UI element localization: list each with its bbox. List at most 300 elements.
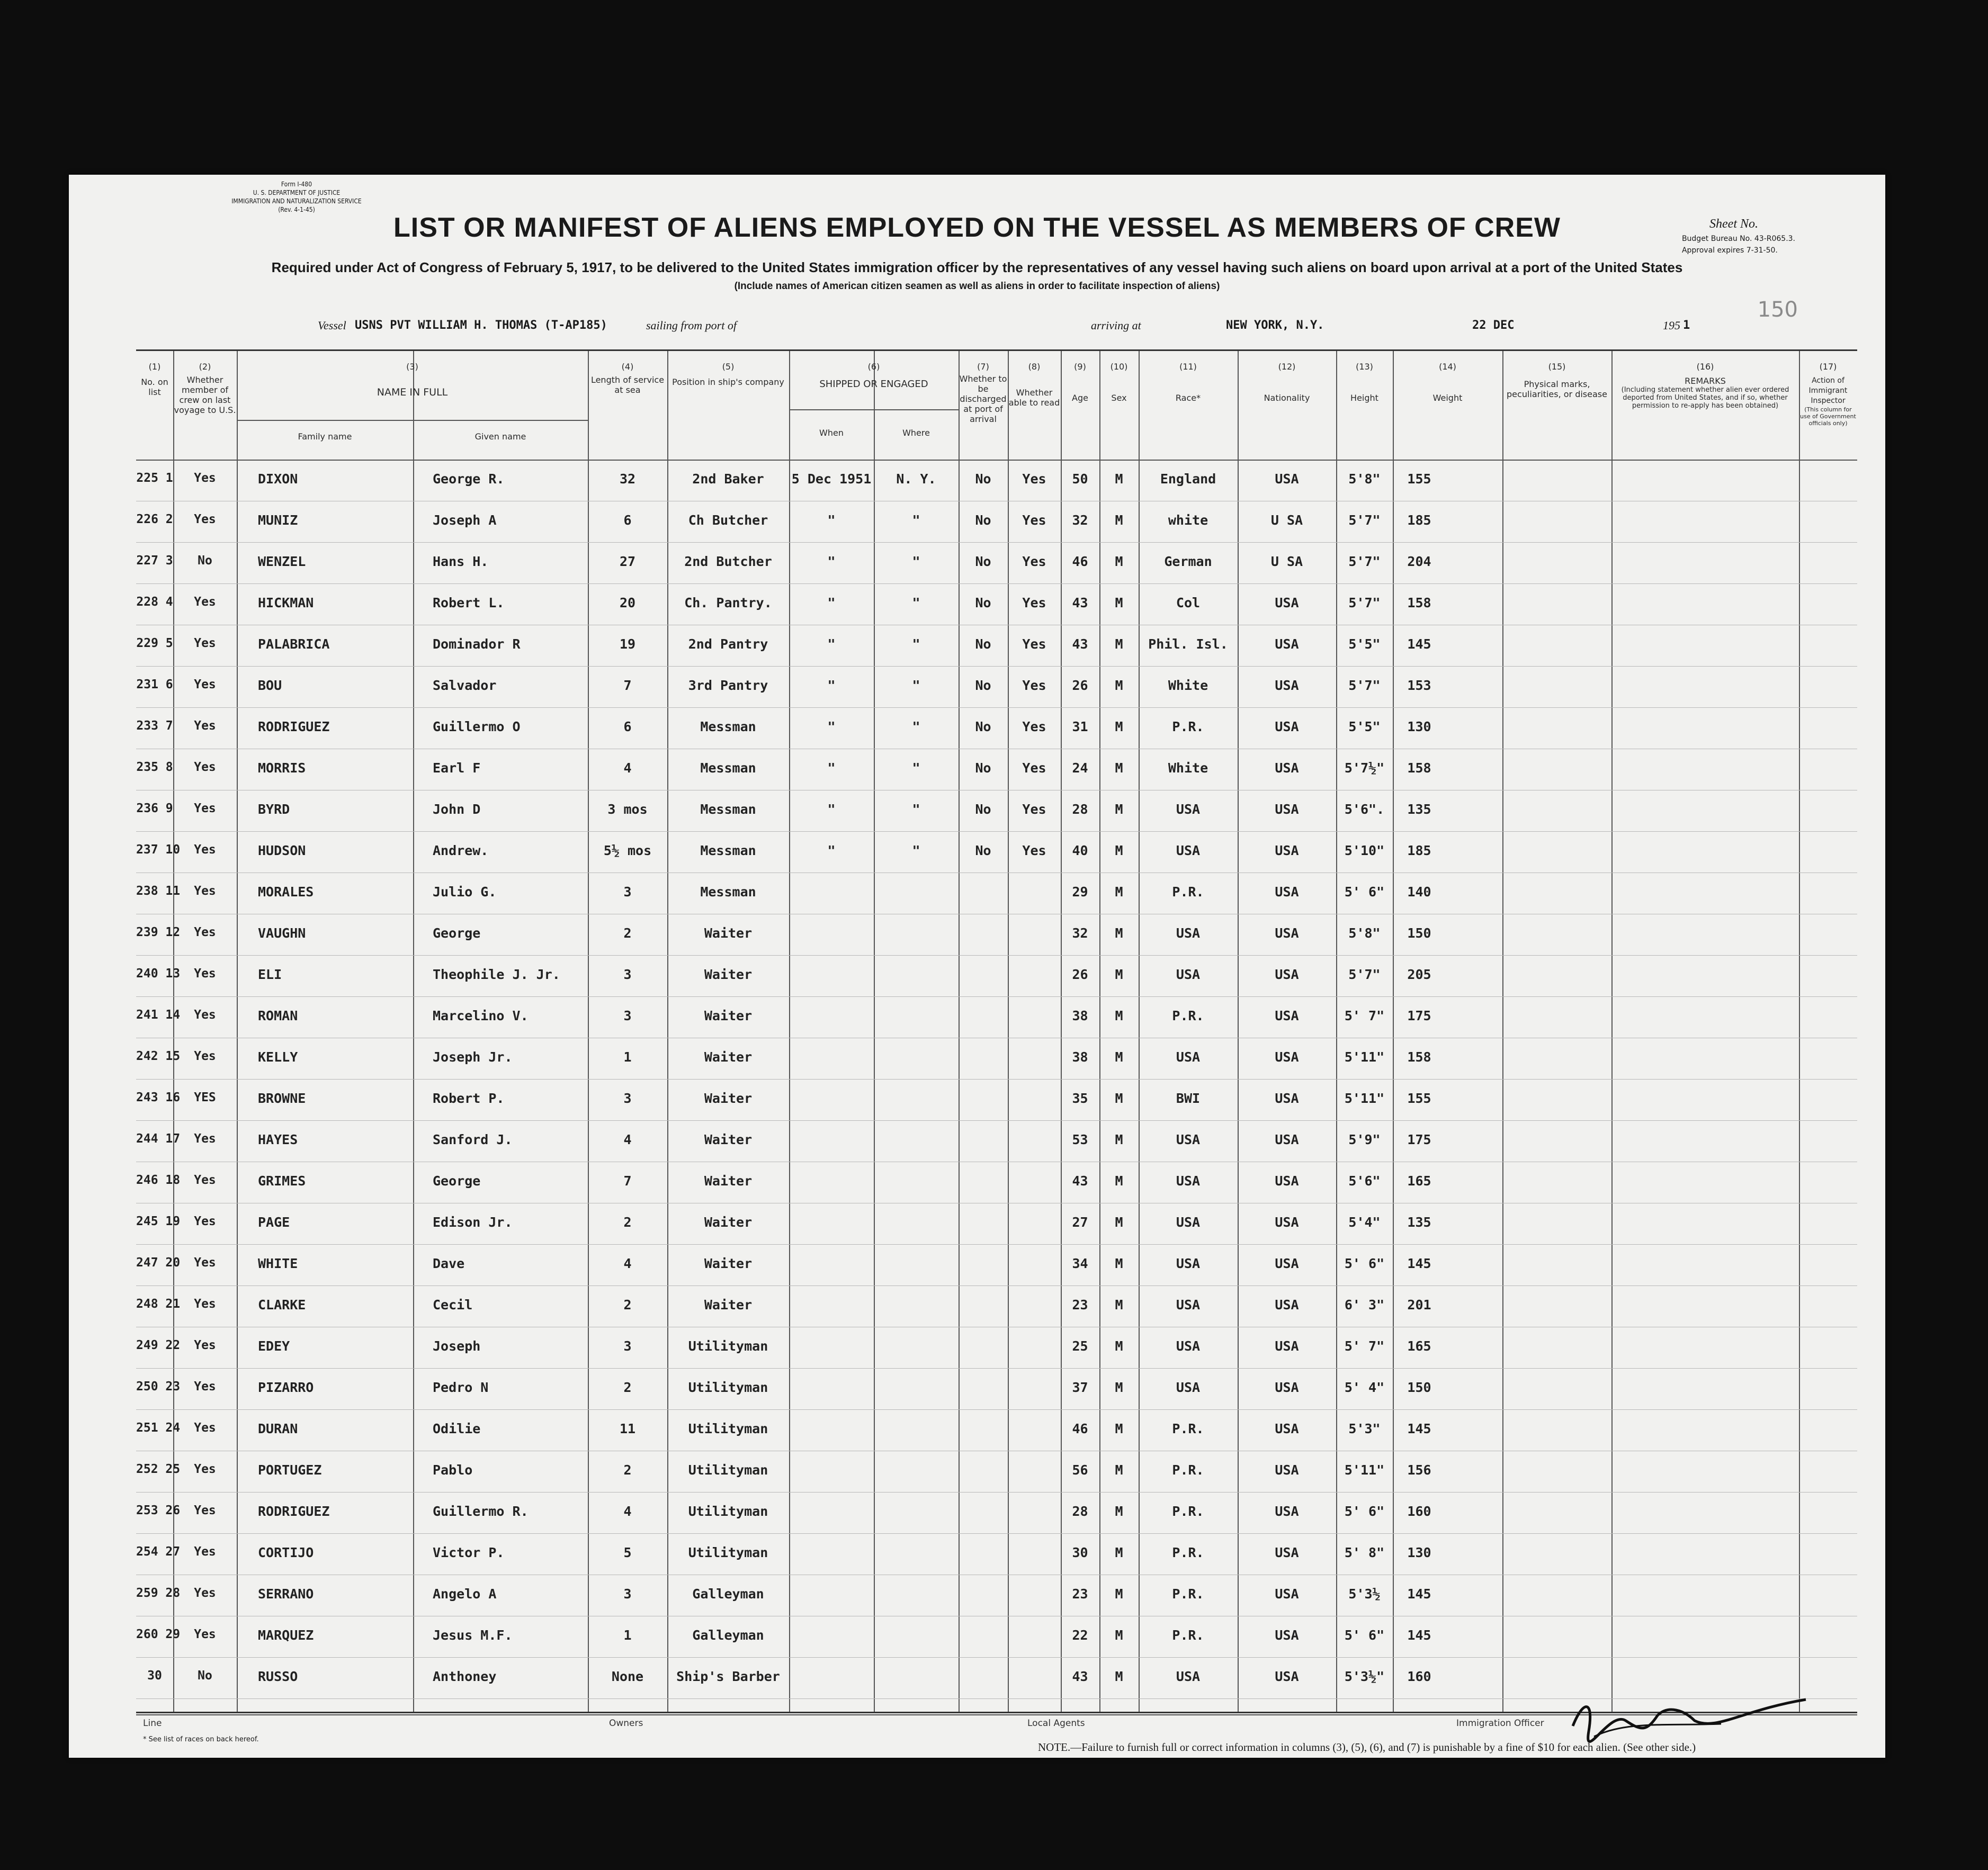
cell-family: BROWNE (258, 1091, 306, 1106)
cell-service: 2 (623, 925, 632, 941)
cell-read: Yes (1022, 513, 1046, 528)
cell-family: ELI (258, 967, 282, 982)
cell-sex: M (1115, 554, 1123, 569)
cell-crew: Yes (194, 1504, 216, 1517)
cell-position: Messman (700, 884, 756, 900)
cell-read: Yes (1022, 595, 1046, 610)
cell-nat: USA (1275, 1091, 1299, 1106)
cell-position: Waiter (704, 925, 753, 941)
form-identifier (191, 180, 402, 214)
cell-family: DIXON (258, 471, 298, 487)
cell-service: 27 (619, 554, 636, 569)
cell-sex: M (1115, 1462, 1123, 1478)
cell-weight: 160 (1407, 1669, 1431, 1684)
cell-where: " (912, 802, 920, 817)
cell-race: Phil. Isl. (1148, 636, 1228, 652)
cell-weight: 158 (1407, 595, 1431, 610)
cell-nat: U SA (1270, 513, 1303, 528)
cell-race: P.R. (1172, 1008, 1204, 1023)
cell-position: Utilityman (688, 1545, 768, 1560)
cell-given: Hans H. (433, 554, 489, 569)
vessel-label: Vessel (318, 319, 346, 332)
cell-no: 225 1 (136, 471, 173, 485)
cell-race: USA (1176, 843, 1201, 858)
cell-weight: 153 (1407, 678, 1431, 693)
col-16-number: (16) (1696, 362, 1714, 372)
cell-age: 50 (1072, 471, 1088, 487)
cell-crew: Yes (194, 1256, 216, 1270)
cell-position: Ch Butcher (688, 513, 768, 528)
cell-age: 35 (1072, 1091, 1088, 1106)
cell-race: P.R. (1172, 1504, 1204, 1519)
cell-race: white (1168, 513, 1208, 528)
cell-service: 4 (623, 1504, 632, 1519)
cell-discharge: No (975, 719, 991, 734)
cell-sex: M (1115, 1091, 1123, 1106)
cell-race: USA (1176, 967, 1201, 982)
cell-weight: 185 (1407, 513, 1431, 528)
cell-read: Yes (1022, 802, 1046, 817)
cell-nat: USA (1275, 925, 1299, 941)
cell-read: Yes (1022, 554, 1046, 569)
budget-bureau: Budget Bureau No. 43-R065.3. (1681, 235, 1795, 243)
cell-height: 5'7½" (1344, 760, 1385, 776)
cell-height: 5'7" (1348, 967, 1381, 982)
footer-officer: Immigration Officer (1456, 1718, 1544, 1729)
cell-weight: 158 (1407, 1049, 1431, 1065)
col-4-number: (4) (621, 362, 634, 372)
cell-where: " (912, 513, 920, 528)
cell-age: 34 (1072, 1256, 1088, 1271)
cell-position: 2nd Baker (692, 471, 764, 487)
cell-age: 31 (1072, 719, 1088, 734)
cell-nat: USA (1275, 760, 1299, 776)
cell-height: 6' 3" (1344, 1297, 1385, 1312)
cell-race: USA (1176, 925, 1201, 941)
col-12-number: (12) (1278, 362, 1296, 372)
cell-crew: Yes (194, 1380, 216, 1393)
penalty-note: NOTE.—Failure to furnish full or correct information in columns (3), (5), (6), and (7) is punishable by a fine of $10 for each alien. (See other side.) (1038, 1741, 1696, 1754)
cell-age: 43 (1072, 1173, 1088, 1189)
cell-sex: M (1115, 1173, 1123, 1189)
cell-crew: Yes (194, 636, 216, 650)
cell-position: Ch. Pantry. (684, 595, 772, 610)
cell-race: USA (1176, 1380, 1201, 1395)
sheet-number-label: Sheet No. (1709, 217, 1758, 231)
cell-position: Messman (700, 843, 756, 858)
cell-service: 7 (623, 678, 632, 693)
cell-where: " (912, 678, 920, 693)
cell-sex: M (1115, 678, 1123, 693)
cell-position: Ship's Barber (676, 1669, 780, 1684)
cell-nat: USA (1275, 1462, 1299, 1478)
cell-nat: USA (1275, 471, 1299, 487)
cell-position: 2nd Pantry (688, 636, 768, 652)
cell-given: Andrew. (433, 843, 489, 858)
cell-service: 3 (623, 884, 632, 900)
cell-no: 252 25 (136, 1462, 181, 1476)
cell-race: USA (1176, 1173, 1201, 1189)
cell-position: Waiter (704, 1008, 753, 1023)
cell-age: 53 (1072, 1132, 1088, 1147)
cell-age: 46 (1072, 554, 1088, 569)
cell-height: 5'9" (1348, 1132, 1381, 1147)
cell-height: 5'3½" (1344, 1669, 1385, 1684)
cell-given: Odilie (433, 1421, 481, 1436)
cell-given: Julio G. (433, 884, 497, 900)
cell-race: USA (1176, 1049, 1201, 1065)
cell-service: 11 (619, 1421, 636, 1436)
cell-family: CORTIJO (258, 1545, 314, 1560)
cell-family: PAGE (258, 1215, 290, 1230)
cell-nat: USA (1275, 719, 1299, 734)
cell-weight: 156 (1407, 1462, 1431, 1478)
cell-crew: Yes (194, 513, 216, 526)
cell-family: RODRIGUEZ (258, 719, 330, 734)
cell-given: Marcelino V. (433, 1008, 529, 1023)
col-7-title: Whether to be discharged at port of arrival (959, 374, 1007, 424)
cell-age: 29 (1072, 884, 1088, 900)
cell-sex: M (1115, 1421, 1123, 1436)
col-1-title: No. on list (141, 377, 168, 397)
col-16-title: REMARKS (1685, 376, 1726, 386)
vessel-line (318, 319, 1726, 338)
col-3-title: NAME IN FULL (377, 386, 448, 398)
cell-sex: M (1115, 802, 1123, 817)
cell-no: 236 9 (136, 802, 173, 815)
cell-position: Waiter (704, 1049, 753, 1065)
crew-table (136, 349, 1857, 1713)
cell-weight: 130 (1407, 719, 1431, 734)
cell-nat: USA (1275, 1049, 1299, 1065)
col-8-number: (8) (1028, 362, 1041, 372)
cell-sex: M (1115, 1628, 1123, 1643)
cell-height: 5'4" (1348, 1215, 1381, 1230)
cell-service: 2 (623, 1380, 632, 1395)
cell-height: 5'8" (1348, 471, 1381, 487)
cell-family: HICKMAN (258, 595, 314, 610)
cell-nat: USA (1275, 884, 1299, 900)
cell-service: 2 (623, 1462, 632, 1478)
cell-nat: USA (1275, 967, 1299, 982)
col-17-title: Action of Immigrant Inspector (1808, 376, 1848, 405)
cell-race: BWI (1176, 1091, 1201, 1106)
cell-sex: M (1115, 595, 1123, 610)
cell-nat: USA (1275, 843, 1299, 858)
cell-service: 4 (623, 760, 632, 776)
cell-given: Edison Jr. (433, 1215, 513, 1230)
cell-no: 253 26 (136, 1504, 181, 1517)
cell-when: " (827, 513, 836, 528)
cell-no: 229 5 (136, 636, 173, 650)
cell-family: MORALES (258, 884, 314, 900)
cell-race: White (1168, 760, 1208, 776)
cell-position: Waiter (704, 1091, 753, 1106)
form-number: Form I-480 (281, 181, 312, 188)
col-4-title: Length of service at sea (590, 375, 665, 395)
cell-weight: 175 (1407, 1132, 1431, 1147)
col-8-title: Whether able to read (1008, 388, 1060, 408)
budget-note (1682, 233, 1795, 256)
cell-crew: Yes (194, 1421, 216, 1435)
cell-nat: USA (1275, 1628, 1299, 1643)
cell-sex: M (1115, 1215, 1123, 1230)
cell-height: 5' 6" (1344, 884, 1385, 900)
col-5-title: Position in ship's company (672, 377, 784, 387)
cell-age: 22 (1072, 1628, 1088, 1643)
cell-height: 5' 4" (1344, 1380, 1385, 1395)
cell-given: Pablo (433, 1462, 473, 1478)
col-1-number: (1) (148, 362, 161, 372)
cell-weight: 185 (1407, 843, 1431, 858)
cell-position: Utilityman (688, 1504, 768, 1519)
cell-race: P.R. (1172, 1628, 1204, 1643)
cell-height: 5' 6" (1344, 1256, 1385, 1271)
col-16-note: (Including statement whether alien ever ordered deported from United States, and if so, whether permission to re-apply has been obtained) (1621, 386, 1789, 410)
cell-crew: Yes (194, 1173, 216, 1187)
col-17-note: (This column for use of Government officials only) (1800, 406, 1856, 427)
cell-no: 247 20 (136, 1256, 181, 1270)
cell-race: USA (1176, 1669, 1201, 1684)
cell-sex: M (1115, 1132, 1123, 1147)
cell-height: 5'5" (1348, 636, 1381, 652)
stamp-number: 150 (1757, 298, 1798, 322)
cell-weight: 135 (1407, 802, 1431, 817)
cell-read: Yes (1022, 719, 1046, 734)
cell-weight: 145 (1407, 1586, 1431, 1602)
cell-discharge: No (975, 802, 991, 817)
year-prefix: 195 (1663, 319, 1680, 332)
cell-sex: M (1115, 1338, 1123, 1354)
cell-age: 46 (1072, 1421, 1088, 1436)
cell-no: 240 13 (136, 967, 181, 981)
cell-family: SERRANO (258, 1586, 314, 1602)
cell-crew: Yes (194, 1545, 216, 1559)
cell-race: P.R. (1172, 1545, 1204, 1560)
cell-no: 259 28 (136, 1586, 181, 1600)
cell-nat: USA (1275, 678, 1299, 693)
cell-position: Waiter (704, 1215, 753, 1230)
cell-family: BYRD (258, 802, 290, 817)
cell-height: 5'3½ (1348, 1586, 1381, 1602)
cell-age: 30 (1072, 1545, 1088, 1560)
cell-service: 3 (623, 1338, 632, 1354)
cell-nat: USA (1275, 1008, 1299, 1023)
form-dept: U. S. DEPARTMENT OF JUSTICE (253, 189, 341, 196)
cell-family: WENZEL (258, 554, 306, 569)
cell-crew: Yes (194, 1586, 216, 1600)
cell-crew: Yes (194, 1338, 216, 1352)
cell-race: P.R. (1172, 719, 1204, 734)
cell-family: HUDSON (258, 843, 306, 858)
arriving-date: 22 DEC (1472, 319, 1515, 332)
cell-service: 20 (619, 595, 636, 610)
cell-service: 3 (623, 1091, 632, 1106)
cell-service: 2 (623, 1215, 632, 1230)
col-6a-when: When (819, 428, 844, 438)
cell-service: 1 (623, 1049, 632, 1065)
cell-weight: 145 (1407, 636, 1431, 652)
cell-given: Sanford J. (433, 1132, 513, 1147)
cell-race: USA (1176, 1132, 1201, 1147)
cell-given: John D (433, 802, 481, 817)
cell-no: 245 19 (136, 1215, 181, 1228)
cell-height: 5'7" (1348, 554, 1381, 569)
cell-position: Messman (700, 760, 756, 776)
cell-given: Victor P. (433, 1545, 505, 1560)
cell-no: 254 27 (136, 1545, 181, 1559)
cell-sex: M (1115, 1669, 1123, 1684)
cell-family: ROMAN (258, 1008, 298, 1023)
col-9-number: (9) (1074, 362, 1086, 372)
cell-service: 3 (623, 1586, 632, 1602)
cell-service: 5 (623, 1545, 632, 1560)
cell-no: 250 23 (136, 1380, 181, 1393)
cell-where: " (912, 760, 920, 776)
cell-age: 56 (1072, 1462, 1088, 1478)
cell-given: Joseph A (433, 513, 497, 528)
cell-given: Earl F (433, 760, 481, 776)
cell-sex: M (1115, 884, 1123, 900)
cell-age: 43 (1072, 636, 1088, 652)
cell-family: KELLY (258, 1049, 298, 1065)
cell-height: 5'7" (1348, 595, 1381, 610)
cell-family: RODRIGUEZ (258, 1504, 330, 1519)
col-5-number: (5) (722, 362, 735, 372)
col-15-title: Physical marks, peculiarities, or disease (1507, 379, 1607, 399)
cell-when: " (827, 636, 836, 652)
cell-nat: USA (1275, 595, 1299, 610)
cell-height: 5' 8" (1344, 1545, 1385, 1560)
col-12-title: Nationality (1264, 393, 1310, 403)
cell-no: 241 14 (136, 1008, 181, 1022)
cell-no: 239 12 (136, 925, 181, 939)
cell-crew: No (198, 554, 212, 568)
cell-discharge: No (975, 513, 991, 528)
cell-given: Pedro N (433, 1380, 489, 1395)
col-2-title: Whether member of crew on last voyage to U.S. (174, 375, 236, 415)
cell-read: Yes (1022, 636, 1046, 652)
cell-race: USA (1176, 1215, 1201, 1230)
cell-given: Dominador R (433, 636, 521, 652)
cell-service: 6 (623, 719, 632, 734)
cell-no: 233 7 (136, 719, 173, 733)
manifest-sheet (69, 175, 1885, 1758)
col-7-number: (7) (977, 362, 989, 372)
cell-crew: Yes (194, 1049, 216, 1063)
cell-given: Robert P. (433, 1091, 505, 1106)
cell-sex: M (1115, 1504, 1123, 1519)
cell-no: 251 24 (136, 1421, 181, 1435)
cell-when: " (827, 678, 836, 693)
col-11-number: (11) (1179, 362, 1197, 372)
cell-age: 28 (1072, 802, 1088, 817)
cell-age: 40 (1072, 843, 1088, 858)
cell-service: 6 (623, 513, 632, 528)
cell-discharge: No (975, 760, 991, 776)
cell-no: 30 (147, 1669, 162, 1683)
cell-height: 5'8" (1348, 925, 1381, 941)
cell-nat: USA (1275, 1256, 1299, 1271)
cell-given: George R. (433, 471, 505, 487)
cell-position: Galleyman (692, 1586, 764, 1602)
page-subtitle: Required under Act of Congress of February 5, 1917, to be delivered to the United States immigration officer by the representatives of any vessel having such aliens on board upon arrival at a port of the United States (271, 259, 1683, 275)
cell-position: Messman (700, 802, 756, 817)
cell-no: 226 2 (136, 513, 173, 526)
cell-crew: Yes (194, 843, 216, 857)
cell-no: 249 22 (136, 1338, 181, 1352)
cell-crew: Yes (194, 802, 216, 815)
cell-age: 27 (1072, 1215, 1088, 1230)
col-10-title: Sex (1111, 393, 1127, 403)
page-title: LIST OR MANIFEST OF ALIENS EMPLOYED ON THE VESSEL AS MEMBERS OF CREW (393, 212, 1561, 243)
cell-read: Yes (1022, 760, 1046, 776)
cell-age: 23 (1072, 1297, 1088, 1312)
cell-no: 227 3 (136, 554, 173, 568)
cell-given: Dave (433, 1256, 465, 1271)
cell-where: " (912, 636, 920, 652)
cell-family: CLARKE (258, 1297, 306, 1312)
sailing-label: sailing from port of (646, 319, 737, 332)
cell-age: 38 (1072, 1049, 1088, 1065)
cell-age: 24 (1072, 760, 1088, 776)
cell-given: Theophile J. Jr. (433, 967, 560, 982)
cell-weight: 150 (1407, 1380, 1431, 1395)
cell-height: 5'3" (1348, 1421, 1381, 1436)
cell-weight: 130 (1407, 1545, 1431, 1560)
cell-read: Yes (1022, 843, 1046, 858)
year-suffix: 1 (1683, 319, 1690, 332)
cell-family: DURAN (258, 1421, 298, 1436)
cell-crew: Yes (194, 760, 216, 774)
cell-age: 32 (1072, 925, 1088, 941)
col-13-number: (13) (1356, 362, 1373, 372)
cell-height: 5' 6" (1344, 1628, 1385, 1643)
col-3-number: (3) (406, 362, 418, 372)
cell-no: 260 29 (136, 1628, 181, 1641)
cell-sex: M (1115, 1297, 1123, 1312)
vessel-name: USNS PVT WILLIAM H. THOMAS (T-AP185) (355, 319, 607, 332)
cell-sex: M (1115, 471, 1123, 487)
col-6b-where: Where (902, 428, 930, 438)
cell-given: George (433, 925, 481, 941)
cell-nat: USA (1275, 1669, 1299, 1684)
cell-weight: 135 (1407, 1215, 1431, 1230)
cell-crew: Yes (194, 1628, 216, 1641)
cell-crew: Yes (194, 884, 216, 898)
cell-family: PIZARRO (258, 1380, 314, 1395)
cell-race: White (1168, 678, 1208, 693)
cell-service: 2 (623, 1297, 632, 1312)
cell-age: 26 (1072, 678, 1088, 693)
cell-sex: M (1115, 967, 1123, 982)
cell-crew: Yes (194, 1215, 216, 1228)
cell-position: 3rd Pantry (688, 678, 768, 693)
col-6-number: (6) (867, 362, 880, 372)
arriving-port: NEW YORK, N.Y. (1226, 319, 1324, 332)
cell-service: 7 (623, 1173, 632, 1189)
cell-race: USA (1176, 1297, 1201, 1312)
cell-nat: USA (1275, 1421, 1299, 1436)
cell-given: Cecil (433, 1297, 473, 1312)
cell-family: HAYES (258, 1132, 298, 1147)
cell-service: 32 (619, 471, 636, 487)
cell-height: 5'10" (1344, 843, 1385, 858)
cell-family: RUSSO (258, 1669, 298, 1684)
cell-height: 5'11" (1344, 1049, 1385, 1065)
form-rev: (Rev. 4-1-45) (278, 206, 315, 213)
cell-where: N. Y. (896, 471, 936, 487)
